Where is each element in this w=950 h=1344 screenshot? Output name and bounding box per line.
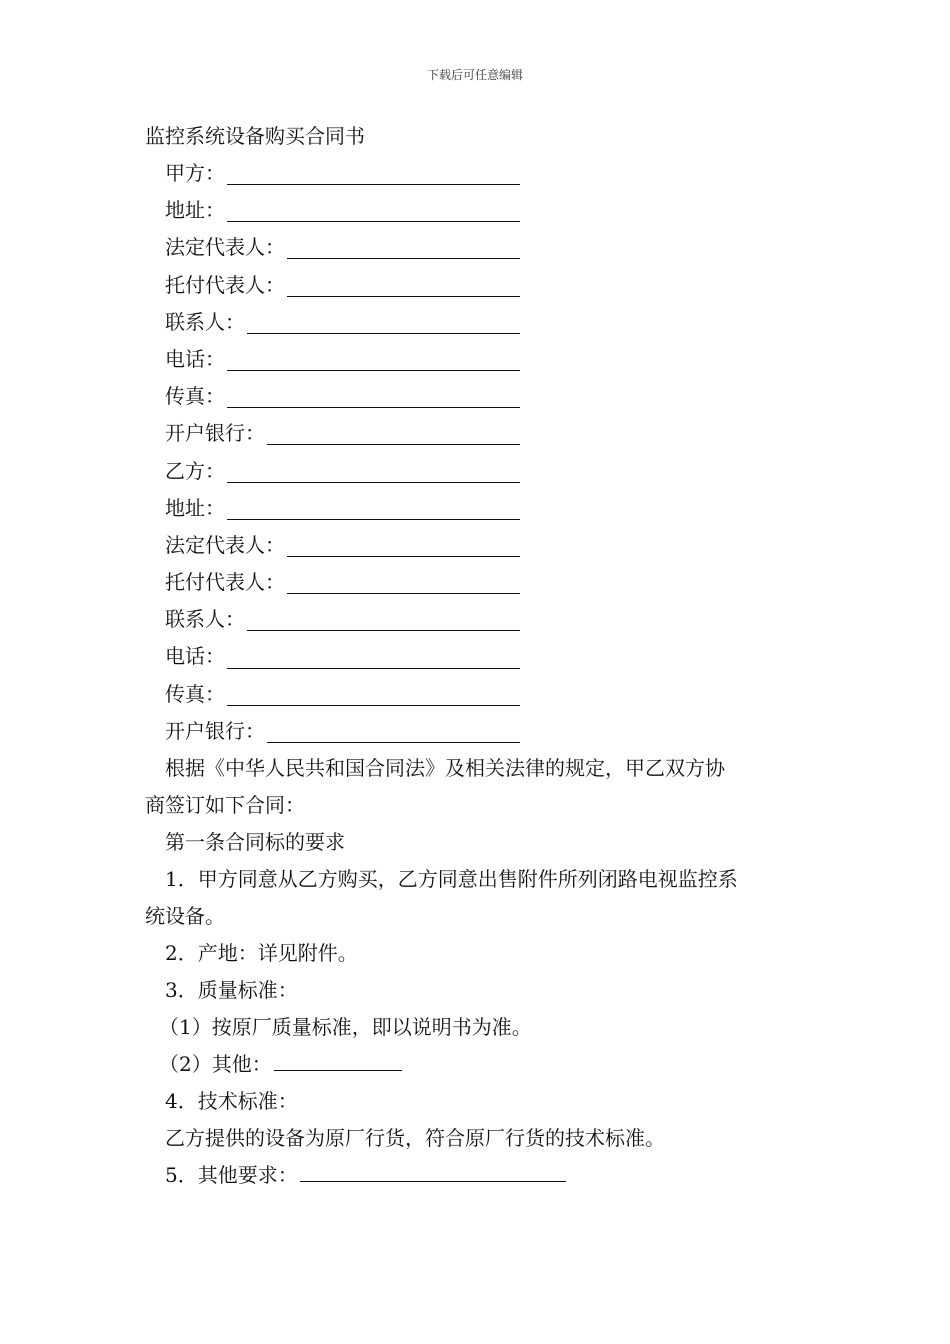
party-a-fax-field[interactable] (145, 378, 825, 415)
contract-document (145, 118, 825, 1194)
fill-in-blank[interactable] (267, 422, 520, 445)
field-label: 开户银行： (165, 718, 265, 743)
contract-title: 监控系统设备购买合同书 (145, 124, 365, 148)
party-b-contact-field[interactable] (145, 601, 825, 638)
party-a-address-field[interactable] (145, 192, 825, 229)
field-label: 甲方： (165, 161, 225, 185)
field-label: 法定代表人： (165, 532, 285, 557)
field-label: 传真： (165, 384, 225, 409)
field-label: 地址： (165, 495, 225, 520)
fill-in-blank[interactable] (287, 274, 520, 297)
fill-in-blank[interactable] (227, 460, 520, 483)
party-a-contact-field[interactable] (145, 304, 825, 341)
intro-paragraph-line-2: 商签订如下合同： (145, 793, 305, 817)
item-3-1: （1）按原厂质量标准，即以说明书为准。 (159, 1015, 532, 1039)
fill-in-blank[interactable] (227, 497, 520, 520)
field-label: 开户银行： (165, 421, 265, 446)
fill-in-blank[interactable] (227, 199, 520, 222)
field-label: 联系人： (165, 309, 245, 334)
item-5[interactable] (145, 1157, 825, 1194)
party-a-phone-field[interactable] (145, 341, 825, 378)
field-label: 法定代表人： (165, 235, 285, 260)
party-b-bank-field[interactable] (145, 713, 825, 750)
field-label: 乙方： (165, 458, 225, 483)
party-b-authorized-rep-field[interactable] (145, 564, 825, 601)
party-a-authorized-rep-field[interactable] (145, 267, 825, 304)
field-label: 托付代表人： (165, 272, 285, 297)
party-a-legal-rep-field[interactable] (145, 229, 825, 266)
fill-in-blank[interactable] (247, 311, 520, 334)
party-b-name-field[interactable] (145, 453, 825, 490)
fill-in-blank[interactable] (227, 162, 520, 185)
party-a-name-field[interactable] (145, 155, 825, 192)
item-4: 4．技术标准： (165, 1089, 298, 1113)
party-a-section (145, 155, 825, 453)
fill-in-blank[interactable] (247, 608, 520, 631)
fill-in-blank[interactable] (267, 720, 520, 743)
item-3: 3．质量标准： (165, 978, 298, 1002)
fill-in-blank[interactable] (287, 236, 520, 259)
party-a-bank-field[interactable] (145, 415, 825, 452)
header-note: 下载后可任意编辑 (426, 68, 523, 82)
item-1-line-1: 1．甲方同意从乙方购买，乙方同意出售附件所列闭路电视监控系 (165, 867, 738, 891)
party-b-fax-field[interactable] (145, 676, 825, 713)
party-b-legal-rep-field[interactable] (145, 527, 825, 564)
field-label: 联系人： (165, 607, 245, 632)
field-label: 电话： (165, 644, 225, 669)
fill-in-blank[interactable] (227, 646, 520, 669)
fill-in-blank[interactable] (300, 1159, 566, 1182)
fill-in-blank[interactable] (287, 534, 520, 557)
fill-in-blank[interactable] (287, 571, 520, 594)
item-2: 2．产地：详见附件。 (165, 941, 358, 965)
field-label: 地址： (165, 198, 225, 223)
intro-paragraph-line-1: 根据《中华人民共和国合同法》及相关法律的规定，甲乙双方协 (165, 756, 725, 780)
party-b-section (145, 453, 825, 751)
item-5-label: 5．其他要求： (165, 1163, 298, 1187)
item-4-text: 乙方提供的设备为原厂行货，符合原厂行货的技术标准。 (165, 1126, 665, 1150)
fill-in-blank[interactable] (227, 348, 520, 371)
item-1-line-2: 统设备。 (145, 904, 225, 928)
fill-in-blank[interactable] (227, 385, 520, 408)
field-label: 传真： (165, 681, 225, 706)
item-3-2[interactable] (145, 1046, 825, 1083)
party-b-phone-field[interactable] (145, 638, 825, 675)
party-b-address-field[interactable] (145, 490, 825, 527)
field-label: 电话： (165, 346, 225, 371)
article-1-heading: 第一条合同标的要求 (165, 830, 345, 854)
fill-in-blank[interactable] (227, 683, 520, 706)
item-3-2-label: （2）其他： (159, 1052, 272, 1076)
fill-in-blank[interactable] (274, 1048, 402, 1071)
field-label: 托付代表人： (165, 570, 285, 595)
